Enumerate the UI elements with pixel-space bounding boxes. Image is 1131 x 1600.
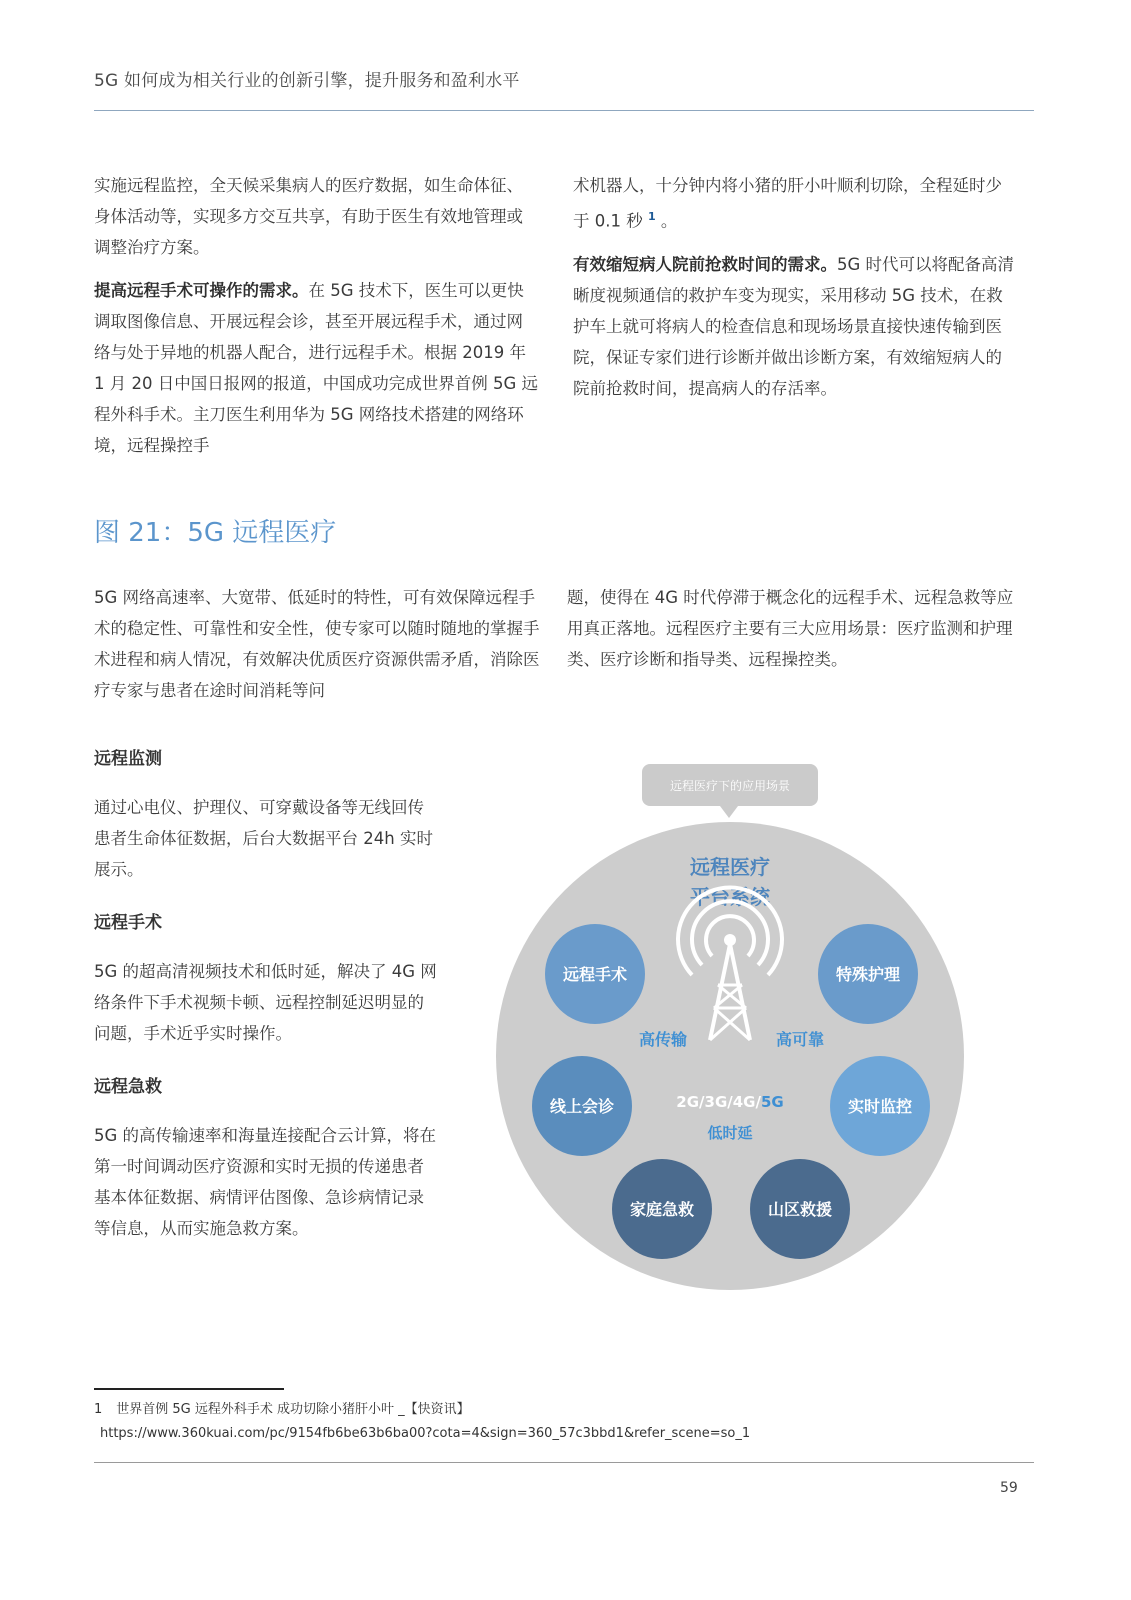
- network-generations-5g: 5G: [760, 1093, 784, 1111]
- platform-title-line1: 远程医疗: [690, 855, 770, 879]
- footnote-rule: [94, 1388, 284, 1390]
- top-left-paragraph-1: 实施远程监控，全天候采集病人的医疗数据，如生命体征、身体活动等，实现多方交互共享，有助于医生有效地管理或调整治疗方案。: [94, 176, 523, 257]
- top-left-paragraph-2-body: 在 5G 技术下，医生可以更快调取图像信息、开展远程会诊，甚至开展远程手术，通过网络与处于异地的机器人配合，进行远程手术。根据 2019 年 1 月 20 日中国日报网的报道，中国成功完成世界首例 5G 远程外科手术。主刀医生利用华为 5G 网络技术搭建的网络环境，远程操控手: [94, 281, 539, 455]
- section-text-remote-emergency: 5G 的高传输速率和海量连接配合云计算，将在第一时间调动医疗资源和实时无损的传递患者基本体征数据、病情评估图像、急诊病情记录等信息，从而实施急救方案。: [94, 1126, 437, 1238]
- top-right-paragraph-2: [573, 249, 1017, 404]
- footnote-number: 1: [94, 1402, 103, 1417]
- page-number: 59: [1000, 1480, 1018, 1496]
- section-heading-remote-emergency: 远程急救: [94, 1077, 162, 1097]
- scenario-real-time-monitoring-label: 实时监控: [847, 1097, 913, 1116]
- bottom-rule: [94, 1462, 1034, 1463]
- footnote-url[interactable]: https://www.360kuai.com/pc/9154fb6be63b6ba00?cota=4&sign=360_57c3bbd1&refer_scene=so_1: [100, 1426, 751, 1441]
- section-text-remote-surgery: 5G 的超高清视频技术和低时延，解决了 4G 网络条件下手术视频卡顿、远程控制延迟明显的问题，手术近乎实时操作。: [94, 962, 437, 1043]
- scenario-mountain-rescue[interactable]: [750, 1159, 850, 1259]
- section-heading-remote-monitoring: 远程监测: [94, 749, 162, 769]
- remote-medical-diagram: [480, 740, 1000, 1320]
- scenario-real-time-monitoring[interactable]: [830, 1056, 930, 1156]
- scenario-remote-surgery-label: 远程手术: [562, 965, 628, 984]
- scenario-home-emergency[interactable]: [612, 1159, 712, 1259]
- top-right-paragraph-2-lead: 有效缩短病人院前抢救时间的需求。: [573, 254, 837, 274]
- callout-label: 远程医疗下的应用场景: [669, 779, 791, 793]
- platform-title-line2: 平台系统: [690, 885, 770, 909]
- callout-bubble: [642, 764, 818, 818]
- top-right-column: [573, 170, 1017, 404]
- label-high-reliability: 高可靠: [775, 1030, 825, 1049]
- top-left-paragraph-2: [94, 275, 538, 461]
- network-generations: [676, 1093, 783, 1111]
- top-right-paragraph-1-body: 术机器人，十分钟内将小猪的肝小叶顺利切除，全程延时少于 0.1 秒: [573, 176, 1002, 231]
- scenario-special-care[interactable]: [818, 924, 918, 1024]
- footnote-ref[interactable]: 1: [647, 210, 656, 223]
- scenario-home-emergency-label: 家庭急救: [629, 1200, 695, 1219]
- figure-intro-right: [567, 582, 1019, 675]
- figure-intro-left-text: 5G 网络高速率、大宽带、低延时的特性，可有效保障远程手术的稳定性、可靠性和安全性，使专家可以随时随地的掌握手术进程和病人情况，有效解决优质医疗资源供需矛盾，消除医疗专家与患者在途时间消耗等问: [94, 588, 540, 700]
- top-right-paragraph-1-end: 。: [660, 211, 678, 231]
- section-text-remote-monitoring: 通过心电仪、护理仪、可穿戴设备等无线回传患者生命体征数据，后台大数据平台 24h 实时展示。: [94, 798, 433, 879]
- scenario-remote-surgery[interactable]: [545, 924, 645, 1024]
- header-rule: [94, 110, 1034, 111]
- footnote: [94, 1398, 470, 1417]
- figure-title: 图 21：5G 远程医疗: [94, 518, 337, 548]
- top-left-paragraph-2-lead: 提高远程手术可操作的需求。: [94, 281, 309, 300]
- figure-intro-left: [94, 582, 546, 706]
- scenario-online-consultation[interactable]: [532, 1056, 632, 1156]
- top-right-paragraph-2-body: 5G 时代可以将配备高清晰度视频通信的救护车变为现实，采用移动 5G 技术，在救护车上就可将病人的检查信息和现场场景直接快速传输到医院，保证专家们进行诊断并做出诊断方案，有效缩短病人的院前抢救时间，提高病人的存活率。: [573, 254, 1015, 398]
- label-high-transmission: 高传输: [638, 1030, 688, 1049]
- top-left-column: [94, 170, 538, 461]
- footnote-text: 世界首例 5G 远程外科手术 成功切除小猪肝小叶 _【快资讯】: [116, 1402, 470, 1417]
- top-right-paragraph-1: [573, 170, 1017, 237]
- figure-intro-right-text: 题，使得在 4G 时代停滞于概念化的远程手术、远程急救等应用真正落地。远程医疗主要有三大应用场景：医疗监测和护理类、医疗诊断和指导类、远程操控类。: [567, 588, 1014, 669]
- running-header: 5G 如何成为相关行业的创新引擎，提升服务和盈利水平: [94, 71, 520, 91]
- scenario-mountain-rescue-label: 山区救援: [767, 1200, 833, 1219]
- label-low-latency: 低时延: [707, 1124, 753, 1142]
- section-heading-remote-surgery: 远程手术: [94, 913, 162, 933]
- network-generations-legacy: 2G/3G/4G/: [676, 1093, 761, 1111]
- scenario-online-consultation-label: 线上会诊: [549, 1097, 615, 1116]
- scenario-special-care-label: 特殊护理: [835, 965, 901, 984]
